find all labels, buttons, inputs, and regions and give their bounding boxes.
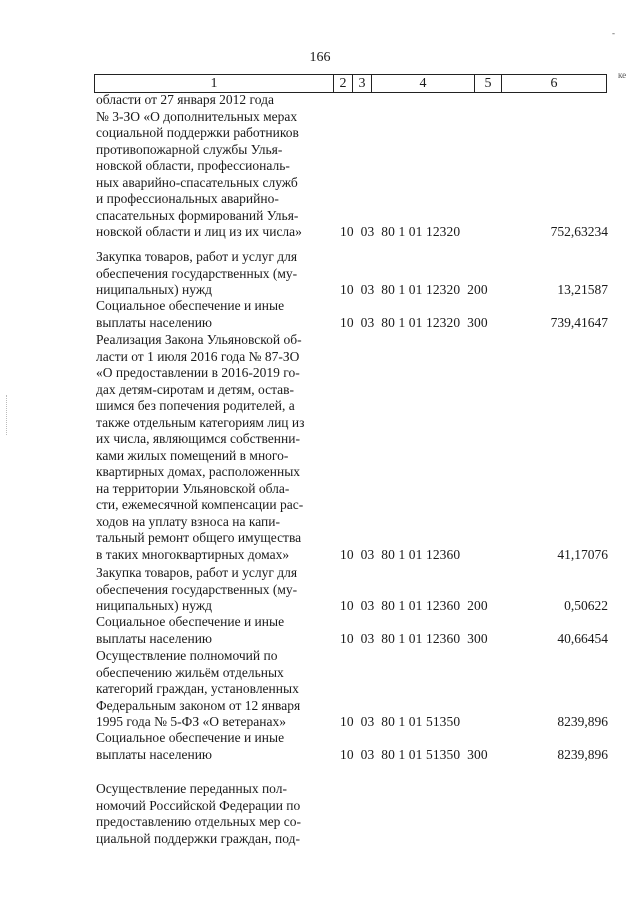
header-col-4: 4 bbox=[372, 75, 475, 93]
amount-value: 739,41647 bbox=[550, 314, 608, 330]
description-line: Закупка товаров, работ и услуг для bbox=[96, 565, 298, 580]
corner-mark: - bbox=[612, 28, 615, 38]
side-mark: ке bbox=[618, 70, 627, 80]
description-line: в таких многоквартирных домах» bbox=[96, 546, 290, 562]
description-line: обеспечения государственных (му- bbox=[96, 581, 298, 597]
row-description bbox=[96, 332, 334, 563]
row-description bbox=[96, 249, 334, 299]
description-line: номочий Российской Федерации по bbox=[96, 797, 301, 813]
description-line: категорий граждан, установленных bbox=[96, 681, 299, 696]
margin-dots bbox=[6, 395, 9, 435]
description-line: обеспечения государственных (му- bbox=[96, 265, 298, 281]
budget-code: 10 03 80 1 01 12360 300 bbox=[340, 630, 488, 646]
description-line: также отдельным категориям лиц из bbox=[96, 414, 305, 430]
description-line: новской области и лиц из их числа» bbox=[96, 224, 302, 239]
description-line: Осуществление полномочий по bbox=[96, 648, 278, 663]
description-line: социальной поддержки работников bbox=[96, 125, 299, 140]
amount-value: 41,17076 bbox=[557, 546, 608, 562]
description-line: их числа, являющимся собственни- bbox=[96, 431, 300, 446]
description-line: Осуществление переданных пол- bbox=[96, 781, 287, 796]
description-line: обеспечению жильём отдельных bbox=[96, 664, 284, 680]
description-line: предоставлению отдельных мер со- bbox=[96, 814, 301, 829]
description-line: «О предоставлении в 2016-2019 го- bbox=[96, 365, 300, 380]
description-line: тальный ремонт общего имущества bbox=[96, 530, 302, 545]
description-line: сти, ежемесячной компенсации рас- bbox=[96, 497, 304, 512]
row-description bbox=[96, 92, 334, 241]
description-line: ласти от 1 июля 2016 года № 87-ЗО bbox=[96, 348, 300, 364]
header-col-1: 1 bbox=[95, 75, 334, 93]
description-line: выплаты населению bbox=[96, 630, 213, 646]
description-line: ходов на уплату взноса на капи- bbox=[96, 513, 281, 529]
page-number: 166 bbox=[309, 50, 331, 65]
description-line: противопожарной службы Улья- bbox=[96, 141, 283, 157]
description-line: выплаты населению bbox=[96, 746, 213, 762]
row-description bbox=[96, 614, 334, 647]
description-line: Социальное обеспечение и иные bbox=[96, 298, 285, 313]
row-description bbox=[96, 648, 334, 731]
description-line: Федеральным законом от 12 января bbox=[96, 697, 301, 713]
description-line: ниципальных) нужд bbox=[96, 598, 213, 613]
description-line: Социальное обеспечение и иные bbox=[96, 730, 285, 745]
amount-value: 8239,896 bbox=[557, 746, 608, 762]
description-line: ных аварийно-спасательных служб bbox=[96, 174, 298, 190]
row-description bbox=[96, 565, 334, 615]
column-header-table bbox=[94, 74, 607, 93]
description-line: Закупка товаров, работ и услуг для bbox=[96, 249, 298, 264]
header-col-2: 2 bbox=[334, 75, 353, 93]
amount-value: 13,21587 bbox=[557, 282, 608, 297]
description-line: новской области, профессиональ- bbox=[96, 158, 290, 173]
budget-code: 10 03 80 1 01 12360 bbox=[340, 546, 461, 562]
description-line: дах детям-сиротам и детям, остав- bbox=[96, 381, 295, 397]
description-line: области от 27 января 2012 года bbox=[96, 92, 274, 107]
description-line: шимся без попечения родителей, а bbox=[96, 398, 295, 413]
row-description bbox=[96, 730, 334, 763]
budget-code: 10 03 80 1 01 12320 300 bbox=[340, 314, 488, 330]
description-line: циальной поддержки граждан, под- bbox=[96, 830, 300, 846]
description-line: квартирных домах, расположенных bbox=[96, 464, 301, 479]
description-line: 1995 года № 5-ФЗ «О ветеранах» bbox=[96, 714, 286, 729]
description-line: и профессиональных аварийно- bbox=[96, 191, 279, 206]
amount-value: 8239,896 bbox=[557, 714, 608, 729]
budget-code: 10 03 80 1 01 12360 200 bbox=[340, 598, 488, 613]
description-line: № 3-ЗО «О дополнительных мерах bbox=[96, 108, 298, 124]
budget-code: 10 03 80 1 01 51350 300 bbox=[340, 746, 488, 762]
header-col-6: 6 bbox=[502, 75, 607, 93]
header-col-3: 3 bbox=[353, 75, 372, 93]
amount-value: 752,63234 bbox=[550, 224, 608, 239]
amount-value: 40,66454 bbox=[557, 630, 608, 646]
description-line: ниципальных) нужд bbox=[96, 282, 213, 297]
budget-code: 10 03 80 1 01 12320 bbox=[340, 224, 461, 239]
budget-code: 10 03 80 1 01 12320 200 bbox=[340, 282, 488, 297]
description-line: ками жилых помещений в много- bbox=[96, 447, 289, 463]
header-col-5: 5 bbox=[475, 75, 502, 93]
row-description bbox=[96, 298, 334, 331]
description-line: выплаты населению bbox=[96, 314, 213, 330]
description-line: на территории Ульяновской обла- bbox=[96, 480, 290, 496]
description-line: Социальное обеспечение и иные bbox=[96, 614, 285, 629]
description-line: Реализация Закона Ульяновской об- bbox=[96, 332, 302, 347]
budget-code: 10 03 80 1 01 51350 bbox=[340, 714, 461, 729]
description-line: спасательных формирований Улья- bbox=[96, 207, 299, 223]
amount-value: 0,50622 bbox=[564, 598, 608, 613]
row-description bbox=[96, 781, 334, 847]
